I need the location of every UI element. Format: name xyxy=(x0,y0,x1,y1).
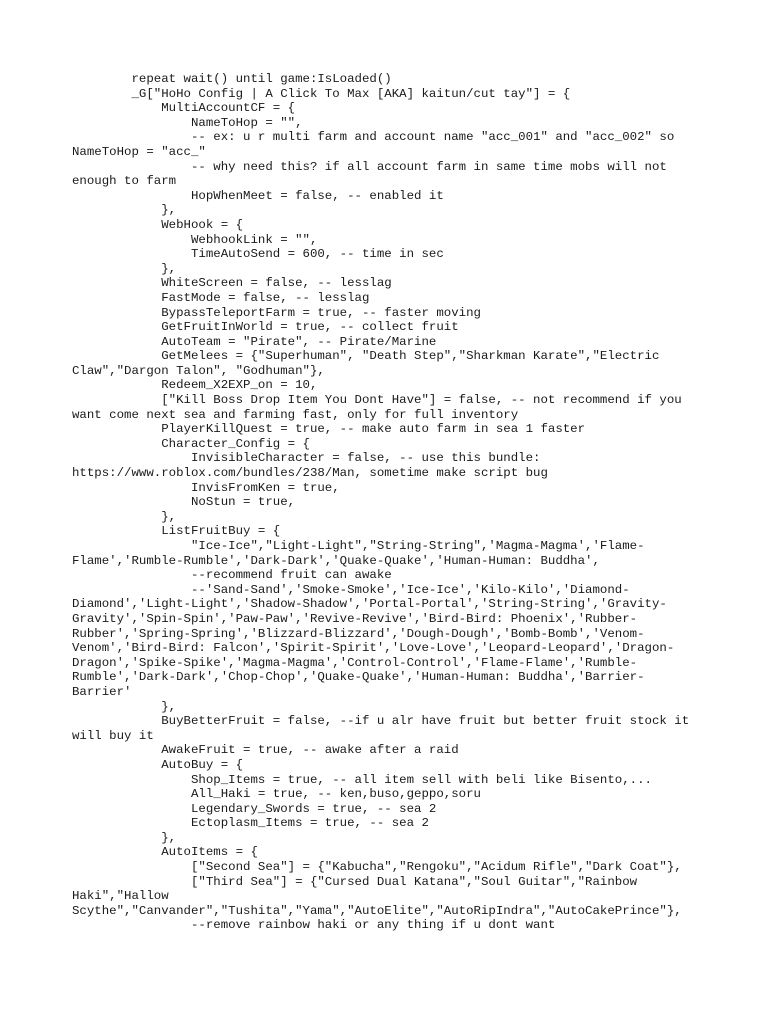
code-line: NameToHop = "", xyxy=(72,115,303,130)
code-line: InvisibleCharacter = false, -- use this bundle: xyxy=(72,451,541,466)
code-line: WebHook = { xyxy=(72,217,244,232)
code-line: Barrier' xyxy=(72,684,132,699)
code-line: AutoTeam = "Pirate", -- Pirate/Marine xyxy=(72,334,437,349)
code-line: will buy it xyxy=(72,728,154,743)
code-line: BuyBetterFruit = false, --if u alr have fruit but better fruit stock it xyxy=(72,714,690,729)
code-line: Dragon','Spike-Spike','Magma-Magma','Control-Control','Flame-Flame','Rumble- xyxy=(72,655,638,670)
code-line: Redeem_X2EXP_on = 10, xyxy=(72,378,318,393)
code-line: BypassTeleportFarm = true, -- faster moving xyxy=(72,305,481,320)
code-line: Diamond','Light-Light','Shadow-Shadow','Portal-Portal','String-String','Gravity- xyxy=(72,597,667,612)
code-line: https://www.roblox.com/bundles/238/Man, sometime make script bug xyxy=(72,466,548,481)
code-line: "Ice-Ice","Light-Light","String-String",'Magma-Magma','Flame- xyxy=(72,539,645,553)
code-line: WebhookLink = "", xyxy=(72,232,318,247)
code-line: }, xyxy=(72,261,177,276)
code-line: Scythe","Canvander","Tushita","Yama","AutoElite","AutoRipIndra","AutoCakePrince"}, xyxy=(72,903,682,918)
code-line: Haki","Hallow xyxy=(72,889,169,904)
code-line: FastMode = false, -- lesslag xyxy=(72,290,370,305)
code-line: Ectoplasm_Items = true, -- sea 2 xyxy=(72,816,429,831)
code-line: Rumble','Dark-Dark','Chop-Chop','Quake-Quake','Human-Human: Buddha','Barrier- xyxy=(72,670,645,685)
code-line: WhiteScreen = false, -- lesslag xyxy=(72,276,392,291)
code-line: want come next sea and farming fast, only for full inventory xyxy=(72,407,519,422)
code-line: TimeAutoSend = 600, -- time in sec xyxy=(72,247,444,262)
code-line: -- ex: u r multi farm and account name "acc_001" and "acc_002" so xyxy=(72,130,675,145)
code-line: }, xyxy=(72,699,177,714)
code-line: }, xyxy=(72,509,177,524)
code-line: Legendary_Swords = true, -- sea 2 xyxy=(72,801,437,816)
code-line: --remove rainbow haki or any thing if u dont want xyxy=(72,918,556,933)
code-line: }, xyxy=(72,203,177,218)
code-line: ListFruitBuy = { xyxy=(72,524,281,539)
code-line: Claw","Dargon Talon", "Godhuman"}, xyxy=(72,363,325,378)
code-line: ["Second Sea"] = {"Kabucha","Rengoku","Acidum Rifle","Dark Coat"}, xyxy=(72,860,682,875)
code-line: HopWhenMeet = false, -- enabled it xyxy=(72,188,444,203)
code-line: AutoItems = { xyxy=(72,845,258,860)
code-line: _G["HoHo Config | A Click To Max [AKA] kaitun/cut tay"] = { xyxy=(72,86,571,101)
code-line: repeat wait() until game:IsLoaded() xyxy=(72,72,392,86)
code-line: MultiAccountCF = { xyxy=(72,101,296,116)
code-line: PlayerKillQuest = true, -- make auto farm in sea 1 faster xyxy=(72,422,586,437)
code-line: NoStun = true, xyxy=(72,495,296,510)
code-line: Character_Config = { xyxy=(72,436,310,451)
code-block xyxy=(72,72,702,933)
code-line: GetFruitInWorld = true, -- collect fruit xyxy=(72,320,459,335)
code-line: Rubber','Spring-Spring','Blizzard-Blizzard','Dough-Dough','Bomb-Bomb','Venom- xyxy=(72,626,645,641)
code-line: }, xyxy=(72,830,177,845)
code-line: InvisFromKen = true, xyxy=(72,480,340,495)
code-line: Gravity','Spin-Spin','Paw-Paw','Revive-Revive','Bird-Bird: Phoenix','Rubber- xyxy=(72,611,638,626)
code-line: --'Sand-Sand','Smoke-Smoke','Ice-Ice','Kilo-Kilo','Diamond- xyxy=(72,582,630,597)
code-line: ["Kill Boss Drop Item You Dont Have"] = false, -- not recommend if you xyxy=(72,393,682,408)
code-line: All_Haki = true, -- ken,buso,geppo,soru xyxy=(72,787,481,802)
code-line: Shop_Items = true, -- all item sell with beli like Bisento,... xyxy=(72,772,652,787)
code-line: AwakeFruit = true, -- awake after a raid xyxy=(72,743,459,758)
code-line: Flame','Rumble-Rumble','Dark-Dark','Quake-Quake','Human-Human: Buddha', xyxy=(72,553,600,568)
code-line: enough to farm xyxy=(72,174,177,189)
code-line: --recommend fruit can awake xyxy=(72,568,392,583)
code-line: AutoBuy = { xyxy=(72,757,244,772)
code-line: ["Third Sea"] = {"Cursed Dual Katana","Soul Guitar","Rainbow xyxy=(72,874,638,889)
code-line: GetMelees = {"Superhuman", "Death Step","Sharkman Karate","Electric xyxy=(72,349,660,364)
code-line: Venom','Bird-Bird: Falcon','Spirit-Spirit','Love-Love','Leopard-Leopard','Dragon- xyxy=(72,641,675,656)
code-line: NameToHop = "acc_" xyxy=(72,144,206,159)
code-line: -- why need this? if all account farm in same time mobs will not xyxy=(72,159,667,174)
